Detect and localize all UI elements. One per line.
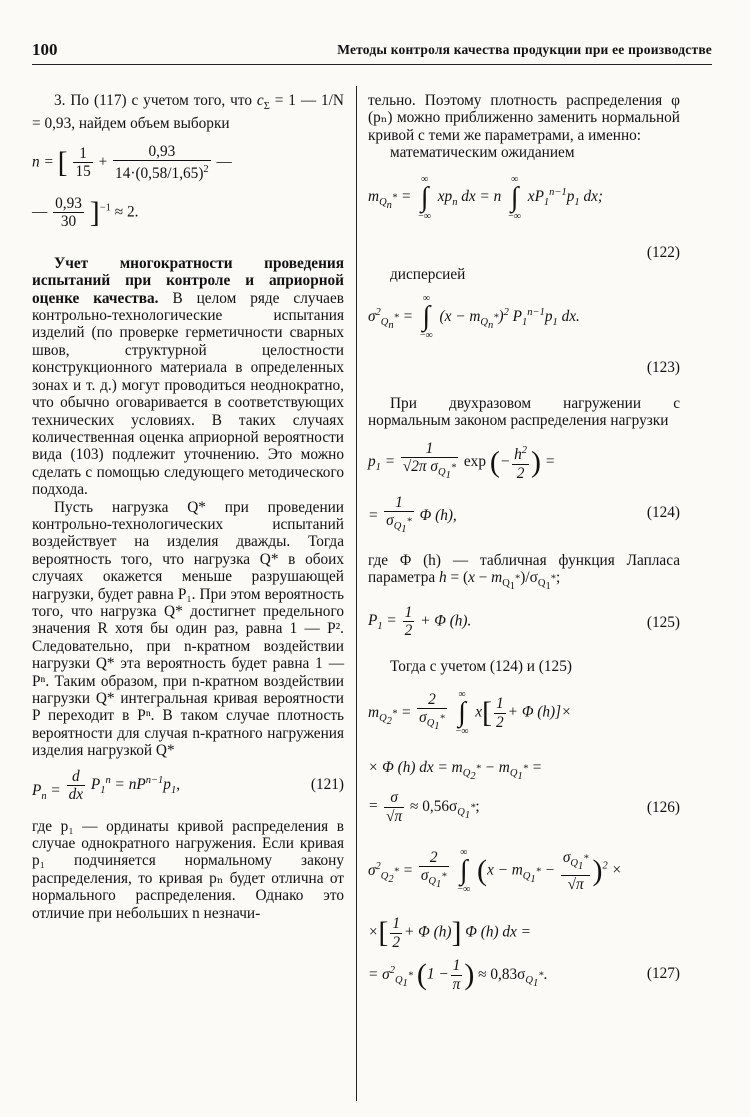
paragraph-continuation: тельно. Поэтому плотность распределения φ (pₙ) можно приближенно заменить нормальной кривой с теми же параметрами, а именно: bbox=[368, 92, 680, 144]
paragraph-two-loads: При двухразовом нагружении с нормальным законом распределения нагрузки bbox=[368, 395, 680, 430]
left-column bbox=[32, 92, 344, 922]
equation-number-126: (126) bbox=[646, 799, 680, 817]
equation-125: $P_1$ = $\frac{1}{2}$ + Φ (h). (125) bbox=[368, 603, 680, 640]
equation-127-line2: ×[ $\frac{1}{2}$ + Φ (h)] Φ (h) dx = bbox=[368, 915, 531, 951]
label-dispersion: дисперсией bbox=[390, 265, 466, 283]
paragraph-ordinates: где p₁ — ординаты кривой распределения в случае однократного нагружения. Если кривая p₁ подчиняется нормальному закону распределения, то кривая pₙ будет отлична от нормального распределения. Однако это отличие при небольших n незначи- bbox=[32, 817, 344, 922]
equation-number-125: (125) bbox=[646, 613, 680, 631]
equation-126-line2: × Φ (h) dx = $m_{Q_2^*} - m_{Q_1^*}$ = bbox=[368, 759, 543, 783]
equation-126-line1: $m_{Q_2^*}$ = $\frac{2}{\sigma_{Q_1^*}}$ ∞ ∫ −∞ x[ $\frac{1}{2}$ + Φ (h)]× bbox=[368, 689, 572, 738]
header-rule bbox=[32, 64, 712, 65]
paragraph-example: 3. По (117) с учетом того, что $c_\Sigma = 1$ — 1/N = 0,93, найдем объем выборки bbox=[32, 92, 344, 133]
paragraph-load: Пусть нагрузка Q* при проведении контрольно-технологических испытаний воздействует на изделия дважды. Тогда вероятность того, что нагрузка Q* в обоих случаях окажется меньше разрушающей нагрузки, будет равна P₁. При этом вероятность того, что нагрузка Q* достигнет предельного значения R хотя бы один раз, равна 1 — P². Следовательно, при n-кратном воздействии нагрузки Q* эта вероятность будет равна 1 — Pⁿ. Таким образом, при n-кратном воздействии нагрузки Q* интегральная кривая вероятности P переходит в Pⁿ. В таком случае плотность вероятности для случая n-кратного нагружения изделия нагрузкой Q* bbox=[32, 498, 344, 760]
equation-126-line3: = $\frac{\sigma}{√\pi}$ ≈ $0,56\sigma_{Q_1^*}$; (126) bbox=[368, 789, 680, 825]
equation-124-line2: = $\frac{1}{\sigma_{Q_1^*}}$ Φ (h), (124) bbox=[368, 493, 680, 536]
label-expectation: математическим ожиданием bbox=[390, 144, 575, 162]
equation-number-122: (122) bbox=[646, 243, 680, 261]
page-number: 100 bbox=[32, 40, 58, 59]
column-divider bbox=[356, 86, 357, 1101]
equation-number-121: (121) bbox=[310, 775, 344, 793]
section-title: Учет многократности проведения испытаний при контроле и априорной оценке качества. bbox=[32, 254, 344, 307]
running-title: Методы контроля качества продукции при ее производстве bbox=[337, 42, 712, 57]
equation-number-124: (124) bbox=[646, 503, 680, 521]
equation-number-123: (123) bbox=[646, 359, 680, 377]
equation-122: $m_{Q_n^*}$ = ∞ ∫ −∞ $xp_n$ dx = n ∞ ∫ −∞ $xP_1^{n-1}p_1$ dx; bbox=[368, 173, 604, 222]
equation-n-line1: n = [ $\frac{1}{15}$ + $\frac{0,93}{14\cdot(0,58/1,65)^2}$ — bbox=[32, 142, 232, 183]
equation-127-line3: = $\sigma^2_{Q_1^*}$ (1 − $\frac{1}{\pi}$ ) ≈ $0,83\sigma_{Q_1^*}$. (127) bbox=[368, 957, 680, 993]
equation-123: $\sigma^2_{Q_n^*}$ = ∞ ∫ −∞ $(x - m_{Q_n^*})^2$ $P_1^{n-1}p_1$ dx. bbox=[368, 293, 580, 342]
equation-127-line1: $\sigma^2_{Q_2^*}$ = $\frac{2}{\sigma_{Q_1^*}}$ ∞ ∫ −∞ ($x - m_{Q_1^*}$ − $\frac{\sigma_{Q_1^*}}{√\pi}$ )$^2$ × bbox=[368, 847, 622, 896]
page-header bbox=[32, 40, 712, 64]
equation-number-127: (127) bbox=[646, 965, 680, 983]
paragraph-then: Тогда с учетом (124) и (125) bbox=[390, 657, 572, 675]
equation-121: $P_n$ = $\frac{d}{dx}$ $P_1^n = nP^{n-1}p_1$, (121) bbox=[32, 767, 344, 804]
paragraph-laplace: где Φ (h) — табличная функция Лапласа параметра $h = (x - m_{Q_1^*})/\sigma_{Q_1^*}$; bbox=[368, 551, 680, 593]
equation-n-line2: — $\frac{0,93}{30}$ ]$^{-1}$ ≈ 2. bbox=[32, 194, 139, 231]
section-paragraph: Учет многократности проведения испытаний при контроле и априорной оценке качества. В целом ряде случаев контрольно-технологические испытания изделий (по проверке герметичности сварных швов, структурной целостности конструкционного материала в определенных зонах и т. д.) могут проводиться неоднократно, что обычно оговаривается в соответствующих технических условиях. В таких случаях количественная оценка априорной вероятности вида (103) подлежит уточнению. Это можно сделать с помощью следующего методического подхода. bbox=[32, 254, 344, 499]
right-column bbox=[368, 92, 680, 997]
equation-124-line1: $p_1$ = $\frac{1}{√2\pi \sigma_{Q_1^*}}$ exp (− $\frac{h^2}{2}$ ) = bbox=[368, 439, 556, 482]
